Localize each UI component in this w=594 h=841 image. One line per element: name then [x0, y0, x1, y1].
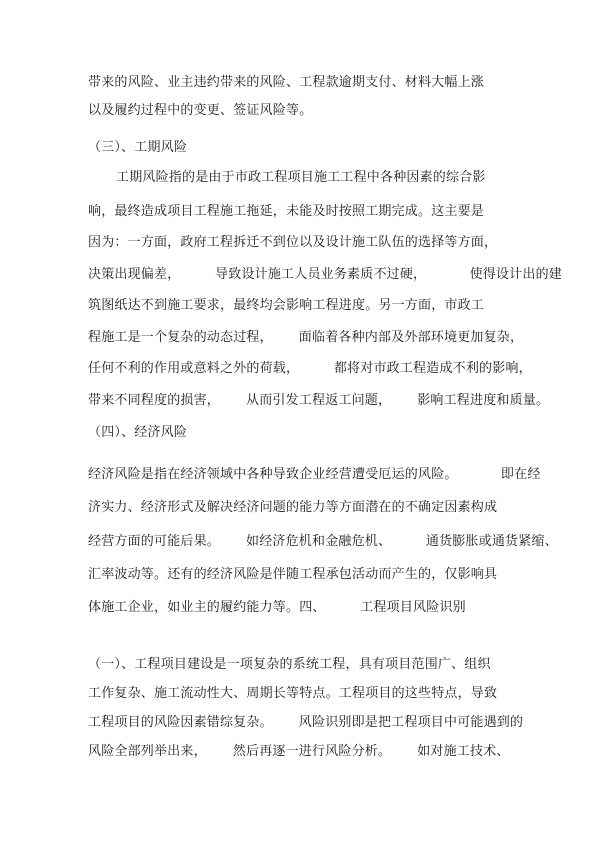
- section-heading: （四）、经济风险: [88, 425, 188, 440]
- text-line: 决策出现偏差， 导致设计施工人员业务素质不过硬， 使得设计出的建: [88, 267, 562, 282]
- text-line: 经营方面的可能后果。 如经济危机和金融危机、 通货膨胀或通货紧缩、: [88, 534, 558, 549]
- text-line: 工期风险指的是由于市政工程项目施工工程中各种因素的综合影: [116, 170, 486, 185]
- text-line: 风险全部列举出来， 然后再逐一进行风险分析。 如对施工技术、: [88, 744, 510, 759]
- text-line: （一）、工程项目建设是一项复杂的系统工程，具有项目范围广、组织: [88, 657, 491, 672]
- section-heading: （三）、工期风险: [88, 140, 188, 155]
- text-line: 响，最终造成项目工程施工拖延，未能及时按照工期完成。这主要是: [88, 204, 485, 219]
- text-line: 带来不同程度的损害， 从而引发工程返工问题， 影响工程进度和质量。: [88, 393, 550, 408]
- text-line: 工作复杂、施工流动性大、周期长等特点。工程项目的这些特点，导致: [88, 686, 498, 701]
- text-line: 筑图纸达不到施工要求，最终均会影响工程进度。另一方面，市政工: [88, 298, 485, 313]
- text-line: 因为：一方面，政府工程拆迁不到位以及设计施工队伍的选择等方面，: [88, 235, 498, 250]
- text-line: 以及履约过程中的变更、签证风险等。: [88, 103, 313, 118]
- text-line: 工程项目的风险因素错综复杂。 风险识别即是把工程项目中可能遇到的: [88, 715, 524, 730]
- text-line: 任何不利的作用或意料之外的荷载， 都将对市政工程造成不利的影响，: [88, 361, 532, 376]
- text-line: 体施工企业，如业主的履约能力等。四、 工程项目风险识别: [88, 600, 466, 615]
- text-line: 程施工是一个复杂的动态过程， 面临着各种内部及外部环境更加复杂，: [88, 330, 524, 345]
- text-line: 济实力、经济形式及解决经济问题的能力等方面潜在的不确定因素构成: [88, 500, 498, 515]
- text-line: 经济风险是指在经济领域中各种导致企业经营遭受厄运的风险。 即在经: [88, 467, 541, 482]
- text-line: 带来的风险、业主违约带来的风险、工程款逾期支付、材料大幅上涨: [88, 75, 485, 90]
- text-line: 汇率波动等。还有的经济风险是伴随工程承包活动而产生的，仅影响具: [88, 567, 498, 582]
